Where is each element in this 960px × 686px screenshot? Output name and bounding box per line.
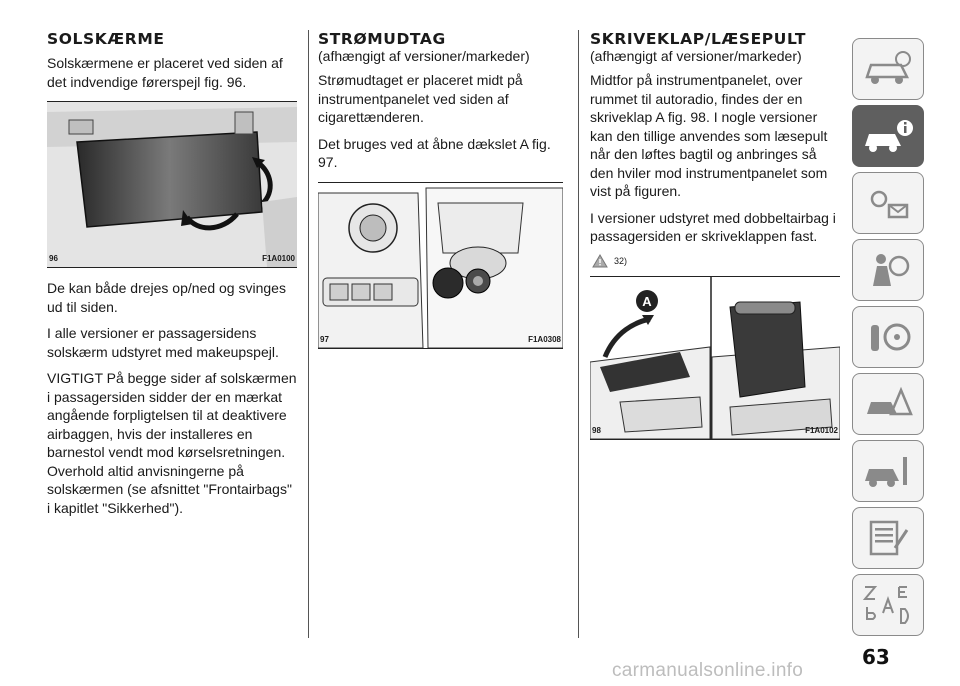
power-outlet-illustration xyxy=(318,183,563,348)
spec-list-icon xyxy=(861,518,915,558)
alphabet-index-icon xyxy=(861,583,915,627)
column-divider xyxy=(578,30,579,638)
page-number: 63 xyxy=(862,645,890,669)
tab-seatbelt-airbag[interactable] xyxy=(852,239,924,301)
tab-service[interactable] xyxy=(852,440,924,502)
column-solskaerme xyxy=(47,30,297,525)
column-stroemudtag xyxy=(318,30,563,344)
section-subheading: (afhængigt af versioner/markeder) xyxy=(318,48,530,64)
dashboard-car-icon xyxy=(861,49,915,89)
figure-98 xyxy=(590,276,840,440)
column-divider xyxy=(308,30,309,638)
tab-emergency[interactable] xyxy=(852,373,924,435)
tab-key-steering[interactable] xyxy=(852,306,924,368)
paragraph: Midtfor på instrumentpanelet, over rummet til autoradio, findes der en skriveklap A fig. 98. I nogle versioner kan den tillige anvendes som læsepult når den løftes bagtil og anbringes så den hviler mod instrumentpanelet som vist på figuren. xyxy=(590,72,828,199)
warning-triangle-icon xyxy=(592,254,608,268)
column-skriveklap xyxy=(590,30,840,435)
figure-code: F1A0102 xyxy=(805,425,838,435)
seatbelt-airbag-icon xyxy=(861,250,915,290)
figure-caption xyxy=(47,254,297,263)
note-reference xyxy=(592,254,840,268)
car-info-icon xyxy=(861,116,915,156)
paragraph: Det bruges ved at åbne dækslet A fig. 97. xyxy=(318,135,551,170)
section-heading: SKRIVEKLAP/LÆSEPULT xyxy=(590,30,807,48)
figure-label-a: A xyxy=(642,293,652,309)
chapter-sidebar xyxy=(852,38,924,641)
figure-caption xyxy=(318,335,563,344)
car-service-icon xyxy=(861,451,915,491)
paragraph: Strømudtaget er placeret midt på instrumentpanelet ved siden af cigarettænderen. xyxy=(318,72,523,125)
section-heading: STRØMUDTAG xyxy=(318,30,446,48)
tab-index[interactable] xyxy=(852,574,924,636)
warning-triangle-car-icon xyxy=(861,384,915,424)
paragraph: I alle versioner er passagersidens solskærm udstyret med makeupspejl. xyxy=(47,325,279,360)
lights-warning-icon xyxy=(861,183,915,223)
figure-code: F1A0100 xyxy=(262,254,295,263)
section-subheading: (afhængigt af versioner/markeder) xyxy=(590,48,802,64)
intro-text: Solskærmene er placeret ved siden af det indvendige førerspejl fig. 96. xyxy=(47,55,283,90)
tab-specifications[interactable] xyxy=(852,507,924,569)
note-number: 32) xyxy=(614,255,628,266)
paragraph: I versioner udstyret med dobbeltairbag i passagersiden er skriveklappen fast. xyxy=(590,209,836,244)
section-heading: SOLSKÆRME xyxy=(47,30,165,48)
figure-code: F1A0308 xyxy=(528,334,561,344)
figure-caption xyxy=(590,426,840,435)
writing-desk-illustration xyxy=(590,277,840,439)
tab-dashboard[interactable] xyxy=(852,38,924,100)
figure-number: 98 xyxy=(592,425,601,435)
tab-car-info[interactable] xyxy=(852,105,924,167)
tab-lights-warning[interactable] xyxy=(852,172,924,234)
paragraph: De kan både drejes op/ned og svinges ud til siden. xyxy=(47,280,286,315)
figure-96 xyxy=(47,101,297,268)
figure-number: 96 xyxy=(49,254,58,263)
key-steering-icon xyxy=(861,317,915,357)
sun-visor-illustration xyxy=(47,102,297,267)
figure-97 xyxy=(318,182,563,349)
watermark: carmanualsonline.info xyxy=(612,660,804,681)
paragraph-important: VIGTIGT På begge sider af solskærmen i passagersiden sidder der en mærkat angående forpligtelsen til at deaktivere airbaggen, hvis der installeres en barnestol vendt mod kørselsretningen. Overhold altid anvisningerne på solskærmen (se afsnittet "Frontairbags" i kapitlet "Sikkerhed"). xyxy=(47,370,297,516)
figure-number: 97 xyxy=(320,334,329,344)
